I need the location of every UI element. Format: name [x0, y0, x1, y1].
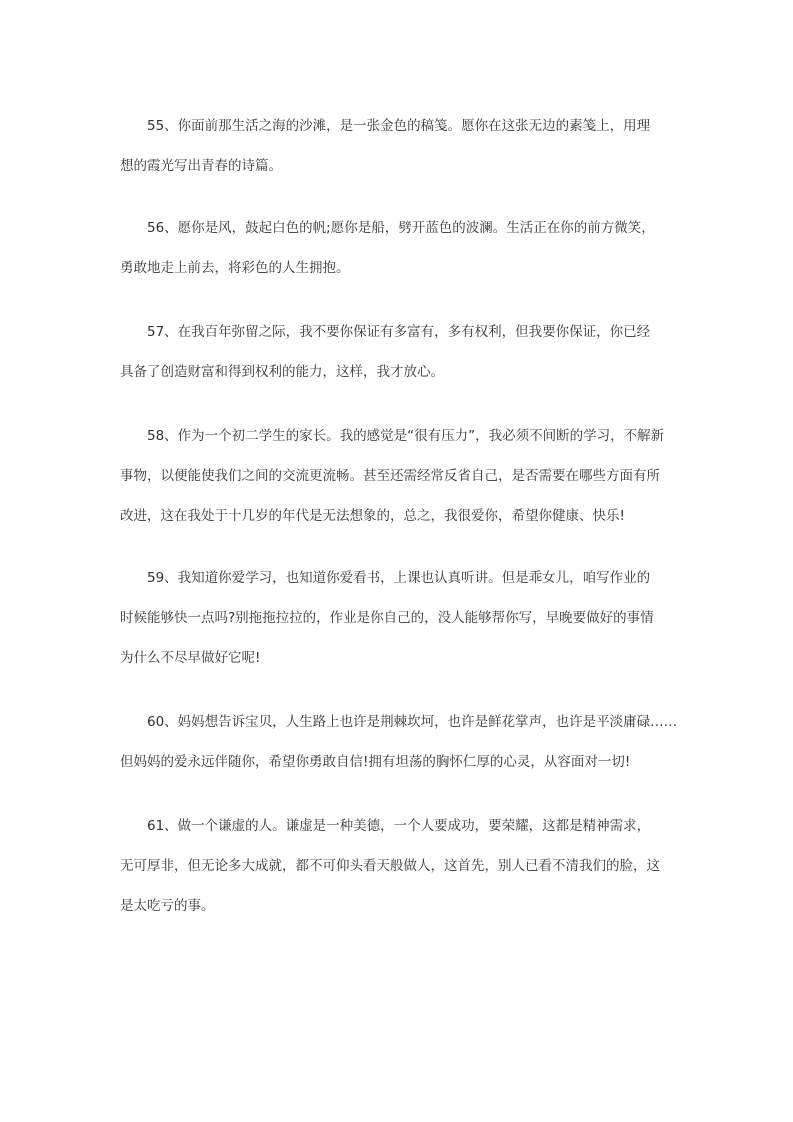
paragraph-line: 57、在我百年弥留之际，我不要你保证有多富有，多有权利，但我要你保证，你已经	[147, 324, 651, 340]
paragraph-line: 是太吃亏的事。	[120, 898, 215, 914]
paragraph-line: 勇敢地走上前去，将彩色的人生拥抱。	[120, 260, 350, 276]
paragraph-line: 时候能够快一点吗?别拖拖拉拉的，作业是你自己的，没人能够帮你写，早晚要做好的事情	[120, 610, 654, 626]
paragraph-line: 改进，这在我处于十几岁的年代是无法想象的，总之，我很爱你，希望你健康、快乐!	[120, 508, 625, 524]
paragraph-line: 58、作为一个初二学生的家长。我的感觉是“很有压力”，我必须不间断的学习，不解新	[147, 428, 665, 444]
paragraph-line: 55、你面前那生活之海的沙滩，是一张金色的稿笺。愿你在这张无边的素笺上，用理	[147, 118, 651, 134]
paragraph-line: 56、愿你是风，鼓起白色的帆;愿你是船，劈开蓝色的波澜。生活正在你的前方微笑，	[147, 220, 655, 236]
paragraph-line: 61、做一个谦虚的人。谦虚是一种美德，一个人要成功，要荣耀，这都是精神需求，	[147, 818, 651, 834]
paragraph-line: 想的霞光写出青春的诗篇。	[120, 158, 282, 174]
paragraph-line: 60、妈妈想告诉宝贝，人生路上也许是荆棘坎坷，也许是鲜花掌声，也许是平淡庸碌……	[147, 714, 678, 730]
paragraph-line: 无可厚非，但无论多大成就，都不可仰头看天般做人，这首先，别人已看不清我们的脸，这	[120, 858, 660, 874]
paragraph-line: 事物，以便能使我们之间的交流更流畅。甚至还需经常反省自己，是否需要在哪些方面有所	[120, 468, 660, 484]
paragraph-line: 具备了创造财富和得到权利的能力，这样，我才放心。	[120, 364, 444, 380]
paragraph-line: 但妈妈的爱永远伴随你，希望你勇敢自信!拥有坦荡的胸怀仁厚的心灵，从容面对一切!	[120, 754, 631, 770]
paragraph-line: 59、我知道你爱学习，也知道你爱看书，上课也认真听讲。但是乖女儿，咱写作业的	[147, 570, 651, 586]
paragraph-line: 为什么不尽早做好它呢!	[120, 650, 261, 666]
